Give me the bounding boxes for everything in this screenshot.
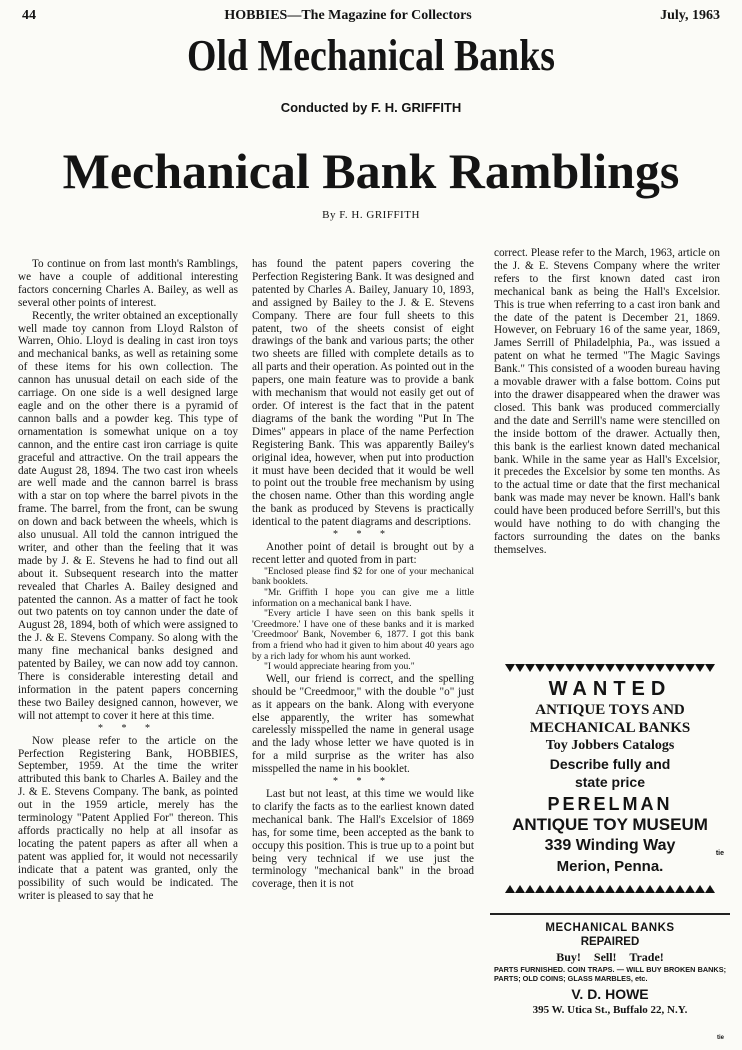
article-byline: By F. H. GRIFFITH bbox=[322, 209, 420, 221]
article-column-2 bbox=[252, 258, 474, 1040]
paragraph: correct. Please refer to the March, 1963, article on the J. & E. Stevens Company where the writer refers to the first known dated cast iron mechanical bank as being the Hall's Excelsior. This is true when referring to a cast iron bank and the date of the patent is December 21, 1869. However, on February 16 of the same year, 1869, James Serrill of Philadelphia, Pa., was issued a patent on what he termed "The Magic Savings Bank." This consisted of a wooden bureau having a movable drawer with a false bottom. Coins put into the drawer disappeared when the drawer was closed. This bank was produced commercially and the date and Serrill's name were stencilled on the inside bottom of the drawer. Actually then, this bank is the earliest known dated mechanical bank. While in the same year as Hall's Excelsior, it precedes the Excelsior by some ten months. As to the actual time or date that the first mechanical bank was made may never be known. Hall's bank could have been produced before Serrill's, but this would have nothing to do with changing the factors surrounding the dates on the banks themselves. bbox=[494, 247, 720, 556]
triangle-border-bottom bbox=[490, 885, 730, 895]
ad-line: REPAIRED bbox=[580, 936, 640, 948]
howe-advertisement bbox=[490, 913, 730, 1043]
ad-museum-name: ANTIQUE TOY MUSEUM bbox=[512, 815, 708, 834]
section-divider: * * * bbox=[333, 529, 393, 541]
section-title: Old Mechanical Banks bbox=[187, 31, 555, 80]
article-column-1 bbox=[18, 258, 238, 1040]
ad-line: Buy! Sell! Trade! bbox=[556, 950, 664, 964]
ad-company-name: PERELMAN bbox=[547, 794, 673, 814]
article-column-3 bbox=[494, 247, 720, 627]
ad-address: 395 W. Utica St., Buffalo 22, N.Y. bbox=[532, 1004, 688, 1016]
paragraph: Another point of detail is brought out by a recent letter and quoted from in part: bbox=[252, 541, 474, 566]
section-divider: * * * bbox=[98, 722, 158, 734]
ad-line: Toy Jobbers Catalogs bbox=[545, 738, 675, 753]
ad-city: Merion, Penna. bbox=[556, 858, 664, 875]
conducted-by: Conducted by F. H. GRIFFITH bbox=[280, 100, 462, 115]
paragraph: Now please refer to the article on the Perfection Registering Bank, HOBBIES, September, 1959. At the time the writer attributed this bank to Charles A. Bailey and the J. & E. Stevens Company. The bank, as pointed out in the 1959 article, merely has the terminology "Patent Applied For" thereon. This affords practically no help at all insofar as locating the patent papers as after all when a patent was applied for, it would not necessarily indicate that a patent was granted, only the possibility of such would be indicated. The writer is pleased to say that he bbox=[18, 734, 238, 902]
page-number: 44 bbox=[22, 8, 36, 23]
ad-line: ANTIQUE TOYS AND bbox=[535, 702, 685, 718]
ad-line: state price bbox=[574, 774, 646, 790]
section-divider: * * * bbox=[333, 776, 393, 788]
perelman-advertisement bbox=[490, 664, 730, 882]
running-header bbox=[22, 8, 720, 28]
paragraph: has found the patent papers covering the Perfection Registering Bank. It was designed and patented by Charles A. Bailey, January 10, 1893, and assigned by Bailey to the J. & E. Stevens Company. There are four full sheets to this patent, two of the sheets consist of eight drawings of the bank and various parts; the other two sheets are filled with complete details as to all parts and their operation. As pointed out in the papers, one main feature was to provide a bank with mechanism that would not easily get out of order. Of interest is the fact that in the patent diagrams of the bank the wording "Put In The Dimes" appears in place of the name Perfection Registering Bank. This was apparently Bailey's original idea, however, when put into production it must have been decided that it would be well to point out the trouble free mechanism by using the chosen name. Other than this wording angle the bank as produced by Stevens is practically identical to the patent diagrams and descriptions. bbox=[252, 258, 474, 529]
quoted-letter: "Every article I have seen on this bank spells it 'Creedmore.' I have one of these banks and it is marked 'Creedmoor' Bank, November 6, 1877. I got this bank from a friend who had it given to him about 40 years ago by a rich lady for whom his aunt worked. bbox=[252, 608, 474, 662]
paragraph: Recently, the writer obtained an exceptionally well made toy cannon from Lloyd Ralston of Warren, Ohio. Lloyd is dealing in cast iron toys and mechanical banks, as well as retaining some of these items for his own collection. The cannon has unusual detail on each side of the carriage. On one side is a well designed large eagle and on the other there is a pyramid of cannon balls and a powder keg. This type of ornamentation is somewhat unique on a toy cannon, and the entire cast iron carriage is quite graceful and attractive. On the trail appears the date August 28, 1894. The two cast iron wheels are well made and the cannon barrel is brass with a star on top where the barrel pivots in the frame. The barrel, from the front, can be swung on down and back between the wheels, which is also unusual. All told the cannon intrigued the writer, and other than the feeling that it was made by J. & E. Stevens he had to find out all about it. Subsequent research into the matter revealed that Charles A. Bailey designed and patented the cannon. As a matter of fact he took out two patents on toy cannon under the date of August 28, 1894, both of which were assigned to the J. & E. Stevens Company. So along with the many fine mechanical banks designed and patented by Bailey, we can now add toy cannon. There is considerable interesting detail and information in the patent papers concerning these two Bailey designed cannon, however, we will not attempt to cover it here at this time. bbox=[18, 309, 238, 722]
quoted-letter: "I would appreciate hearing from you." bbox=[264, 661, 415, 673]
ad-company-name: V. D. HOWE bbox=[571, 986, 649, 1002]
issue-date: July, 1963 bbox=[660, 8, 720, 23]
ad-line: Describe fully and bbox=[549, 756, 671, 772]
magazine-name: HOBBIES—The Magazine for Collectors bbox=[224, 8, 472, 23]
paragraph: To continue on from last month's Ramblings, we have a couple of additional interesting factors concerning Charles A. Bailey, as well as several other points of interest. bbox=[18, 258, 238, 309]
ad-wanted-heading: WANTED bbox=[548, 678, 672, 700]
quoted-letter: "Mr. Griffith I hope you can give me a little information on a mechanical bank I have. bbox=[252, 587, 474, 609]
ad-line: MECHANICAL BANKS bbox=[529, 720, 691, 736]
article-title: Mechanical Bank Ramblings bbox=[62, 143, 680, 199]
paragraph: Well, our friend is correct, and the spelling should be "Creedmoor," with the double "o" just as it appears on the bank. Along with everyone else apparently, the writer has somewhat carelessly misspelled the name in general usage and the lady whose letter we have quoted is in for a mild surprise as the writer has also misspelled the name in his booklet. bbox=[252, 672, 474, 776]
triangle-border-top bbox=[490, 664, 730, 674]
ad-address: 339 Winding Way bbox=[544, 837, 676, 854]
paragraph: Last but not least, at this time we would like to clarify the facts as to the earliest known dated mechanical bank. The Hall's Excelsior of 1869 has, for some time, been accepted as the bank to occupy this position. This is true up to a point but being very technical if we use just the terminology "mechanical bank" in the broad coverage, then it is not bbox=[252, 788, 474, 891]
ad-code: tie bbox=[715, 850, 724, 857]
quoted-letter: "Enclosed please find $2 for one of your mechanical bank booklets. bbox=[252, 565, 474, 588]
ad-line: MECHANICAL BANKS bbox=[545, 922, 675, 934]
ad-fine-print: PARTS FURNISHED. COIN TRAPS. — WILL BUY BROKEN BANKS; PARTS; OLD COINS; GLASS MARBLES, etc. bbox=[494, 965, 726, 983]
ad-code: tie bbox=[716, 1035, 724, 1041]
